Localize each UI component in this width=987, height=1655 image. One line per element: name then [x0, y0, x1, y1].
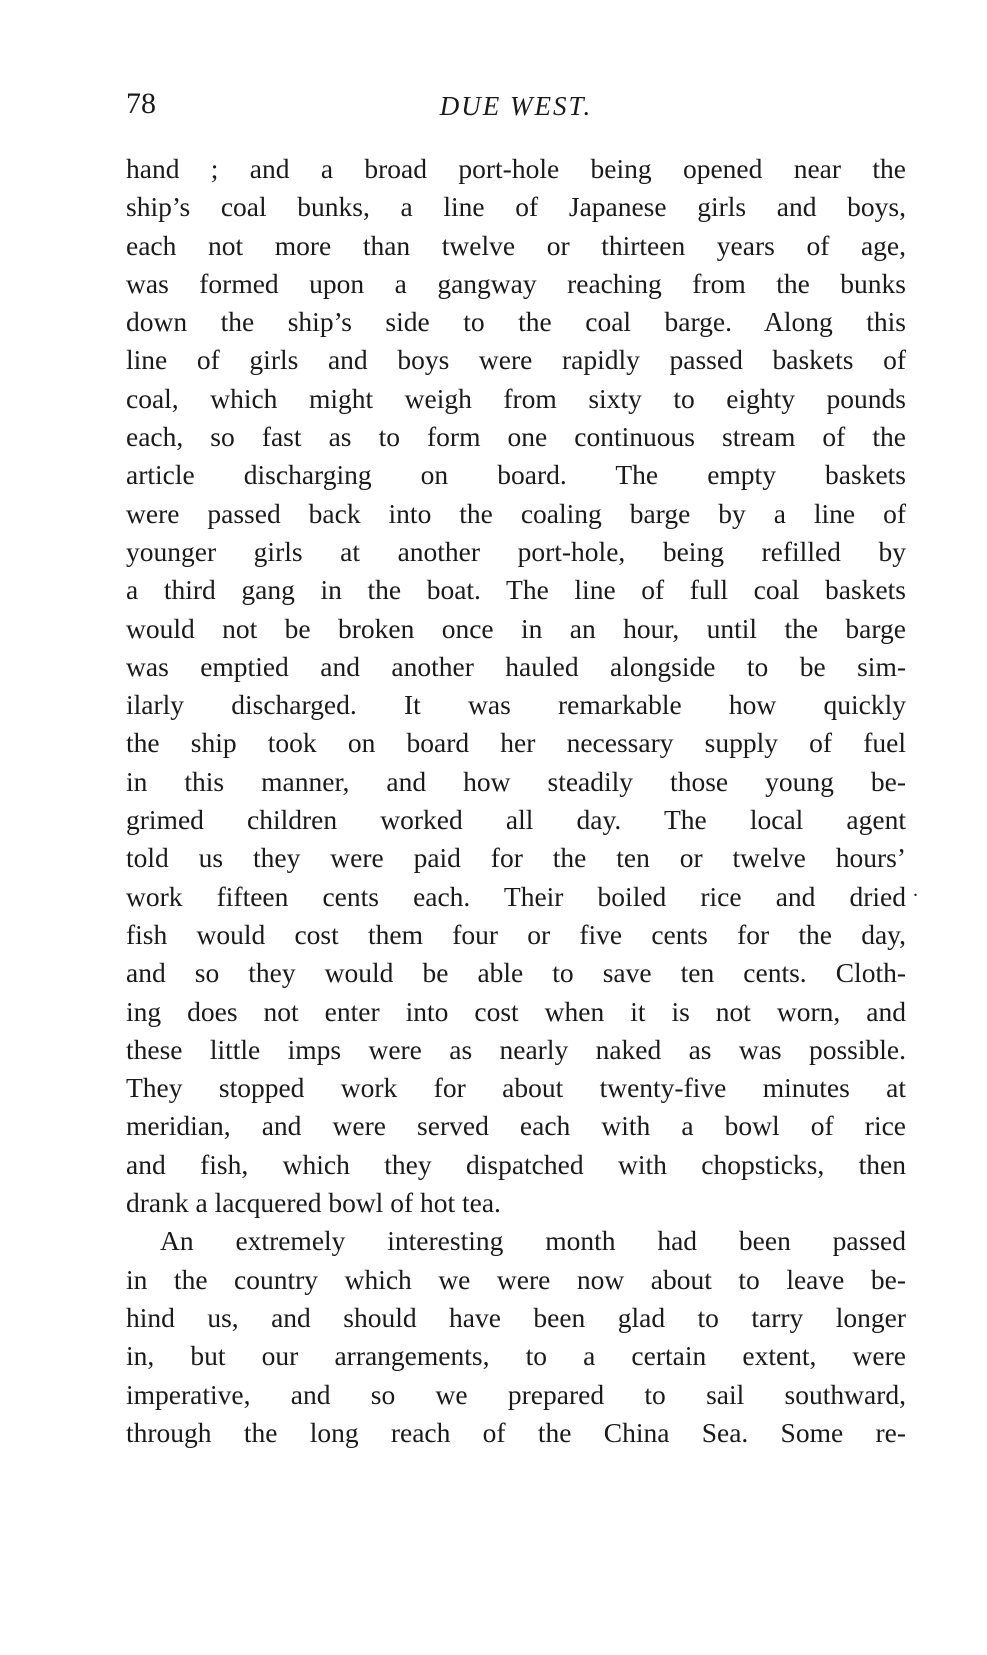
text-line: fish would cost them four or five cents for the day,: [126, 918, 906, 950]
text-line: in, but our arrangements, to a certain extent, were: [126, 1340, 906, 1372]
page-header: [126, 86, 906, 126]
text-line: ing does not enter into cost when it is not worn, and: [126, 995, 906, 1027]
text-line: a third gang in the boat. The line of full coal baskets: [126, 574, 906, 606]
text-line: the ship took on board her necessary supply of fuel: [126, 727, 906, 759]
text-line: and fish, which they dispatched with chopsticks, then: [126, 1148, 906, 1180]
page-number: 78: [126, 87, 156, 120]
text-line: They stopped work for about twenty-five minutes at: [126, 1072, 906, 1104]
text-line: An extremely interesting month had been passed: [160, 1225, 906, 1257]
body-text: [126, 150, 906, 1452]
text-line: coal, which might weigh from sixty to eighty pounds: [126, 382, 906, 414]
text-line: through the long reach of the China Sea. Some re-: [126, 1416, 906, 1448]
text-line: were passed back into the coaling barge by a line of: [126, 497, 906, 529]
text-line: work fifteen cents each. Their boiled rice and dried: [126, 880, 906, 912]
text-line: was emptied and another hauled alongside to be sim-: [126, 650, 906, 682]
text-line: line of girls and boys were rapidly passed baskets of: [126, 344, 906, 376]
text-line: down the ship’s side to the coal barge. Along this: [126, 306, 906, 338]
paragraph-1: [126, 150, 906, 1222]
text-line: was formed upon a gangway reaching from the bunks: [126, 267, 906, 299]
text-line: ilarly discharged. It was remarkable how quickly: [126, 689, 906, 721]
text-line: each not more than twelve or thirteen years of age,: [126, 229, 906, 261]
text-line: would not be broken once in an hour, until the barge: [126, 612, 906, 644]
text-line: in this manner, and how steadily those young be-: [126, 765, 906, 797]
paragraph-2: [126, 1222, 906, 1452]
text-line: imperative, and so we prepared to sail southward,: [126, 1378, 906, 1410]
text-line: each, so fast as to form one continuous stream of the: [126, 421, 906, 453]
text-line: told us they were paid for the ten or twelve hours’: [126, 842, 906, 874]
text-line: these little imps were as nearly naked as was possible.: [126, 1033, 906, 1065]
text-line: grimed children worked all day. The local agent: [126, 804, 906, 836]
text-line: and so they would be able to save ten cents. Cloth-: [126, 957, 906, 989]
text-line: ship’s coal bunks, a line of Japanese girls and boys,: [126, 191, 906, 223]
text-line: hand ; and a broad port-hole being opened near the: [126, 153, 906, 184]
text-line: younger girls at another port-hole, being refilled by: [126, 535, 906, 567]
text-line: hind us, and should have been glad to tarry longer: [126, 1301, 906, 1333]
stray-ink-dot: .: [913, 879, 918, 901]
text-line: article discharging on board. The empty baskets: [126, 459, 906, 491]
text-line: drank a lacquered bowl of hot tea.: [126, 1187, 501, 1219]
text-line: meridian, and were served each with a bowl of rice: [126, 1110, 906, 1142]
running-head: DUE WEST.: [439, 91, 593, 121]
text-line: in the country which we were now about to leave be-: [126, 1263, 906, 1295]
